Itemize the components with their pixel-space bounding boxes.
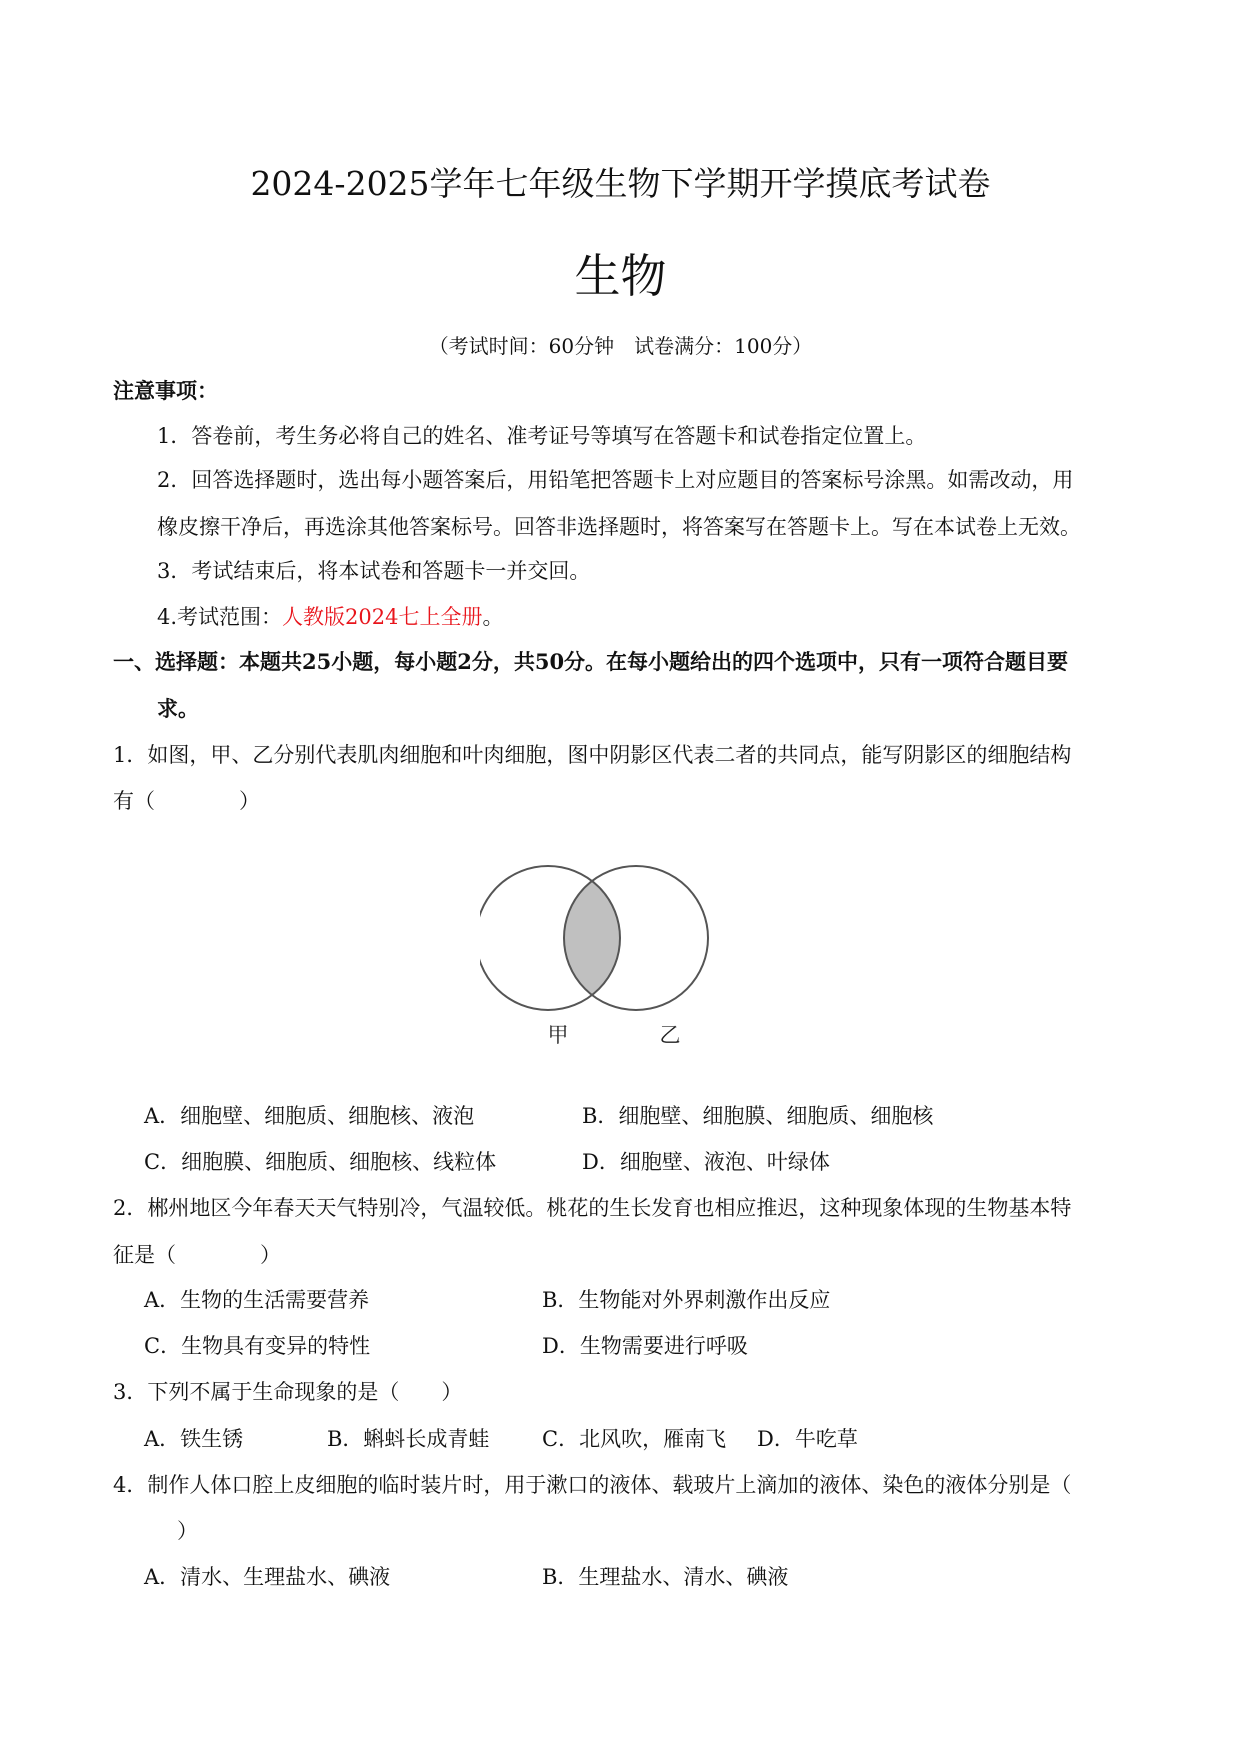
q4-stem-line-1: 4．制作人体口腔上皮细胞的临时装片时，用于漱口的液体、载玻片上滴加的液体、染色的液体分别是（ xyxy=(113,1473,1072,1497)
notice-heading: 注意事项： xyxy=(113,378,218,403)
q3-option-a: A．铁生锈 xyxy=(144,1427,244,1451)
q3-stem: 3．下列不属于生命现象的是（ ） xyxy=(113,1380,463,1404)
q1-option-d: D．细胞壁、液泡、叶绿体 xyxy=(582,1150,830,1174)
notice-item-4 xyxy=(157,602,504,632)
venn-label-left: 甲 xyxy=(547,1023,569,1047)
q1-stem-line-2: 有（ ） xyxy=(113,789,260,813)
q4-stem-line-2: ） xyxy=(177,1519,198,1543)
q1-stem-line-1: 1．如图，甲、乙分别代表肌肉细胞和叶肉细胞，图中阴影区代表二者的共同点，能写阴影区的细胞结构 xyxy=(113,743,1072,767)
q2-stem-line-2: 征是（ ） xyxy=(113,1243,281,1267)
notice-item-3: 3．考试结束后，将本试卷和答题卡一并交回。 xyxy=(157,559,591,583)
exam-scope: 人教版2024七上全册 xyxy=(282,605,483,629)
notice-item-1: 1．答卷前，考生务必将自己的姓名、准考证号等填写在答题卡和试卷指定位置上。 xyxy=(157,424,927,448)
q1-option-c: C．细胞膜、细胞质、细胞核、线粒体 xyxy=(144,1150,497,1174)
q2-option-a: A．生物的生活需要营养 xyxy=(144,1288,370,1312)
q2-stem-line-1: 2．郴州地区今年春天天气特别冷，气温较低。桃花的生长发育也相应推迟，这种现象体现的生物基本特 xyxy=(113,1196,1072,1220)
venn-diagram xyxy=(480,845,750,1075)
q4-option-b: B．生理盐水、清水、碘液 xyxy=(542,1565,789,1589)
notice-item-2-line-2: 橡皮擦干净后，再选涂其他答案标号。回答非选择题时，将答案写在答题卡上。写在本试卷上无效。 xyxy=(157,515,1081,539)
q2-option-d: D．生物需要进行呼吸 xyxy=(542,1334,748,1358)
exam-info: （考试时间：60分钟 试卷满分：100分） xyxy=(428,334,813,358)
exam-title: 2024-2025学年七年级生物下学期开学摸底考试卷 xyxy=(250,164,991,203)
q3-option-d: D．牛吃草 xyxy=(757,1427,858,1451)
section-1-heading-line-2: 求。 xyxy=(157,696,199,721)
q1-option-a: A．细胞壁、细胞质、细胞核、液泡 xyxy=(144,1104,475,1128)
section-1-heading-line-1: 一、选择题：本题共25小题，每小题2分，共50分。在每小题给出的四个选项中，只有一项符合题目要 xyxy=(113,649,1069,674)
notice-item-2-line-1: 2．回答选择题时，选出每小题答案后，用铅笔把答题卡上对应题目的答案标号涂黑。如需改动，用 xyxy=(157,468,1074,492)
q2-option-c: C．生物具有变异的特性 xyxy=(144,1334,371,1358)
q1-option-b: B．细胞壁、细胞膜、细胞质、细胞核 xyxy=(582,1104,934,1128)
notice-item-4-suffix: 。 xyxy=(482,605,504,629)
q4-option-a: A．清水、生理盐水、碘液 xyxy=(144,1565,391,1589)
subject-title: 生物 xyxy=(574,249,667,303)
venn-label-right: 乙 xyxy=(659,1023,681,1047)
q3-option-c: C．北风吹，雁南飞 xyxy=(542,1427,727,1451)
notice-item-4-prefix: 4.考试范围： xyxy=(157,605,283,629)
q3-option-b: B．蝌蚪长成青蛙 xyxy=(327,1427,490,1451)
q2-option-b: B．生物能对外界刺激作出反应 xyxy=(542,1288,831,1312)
